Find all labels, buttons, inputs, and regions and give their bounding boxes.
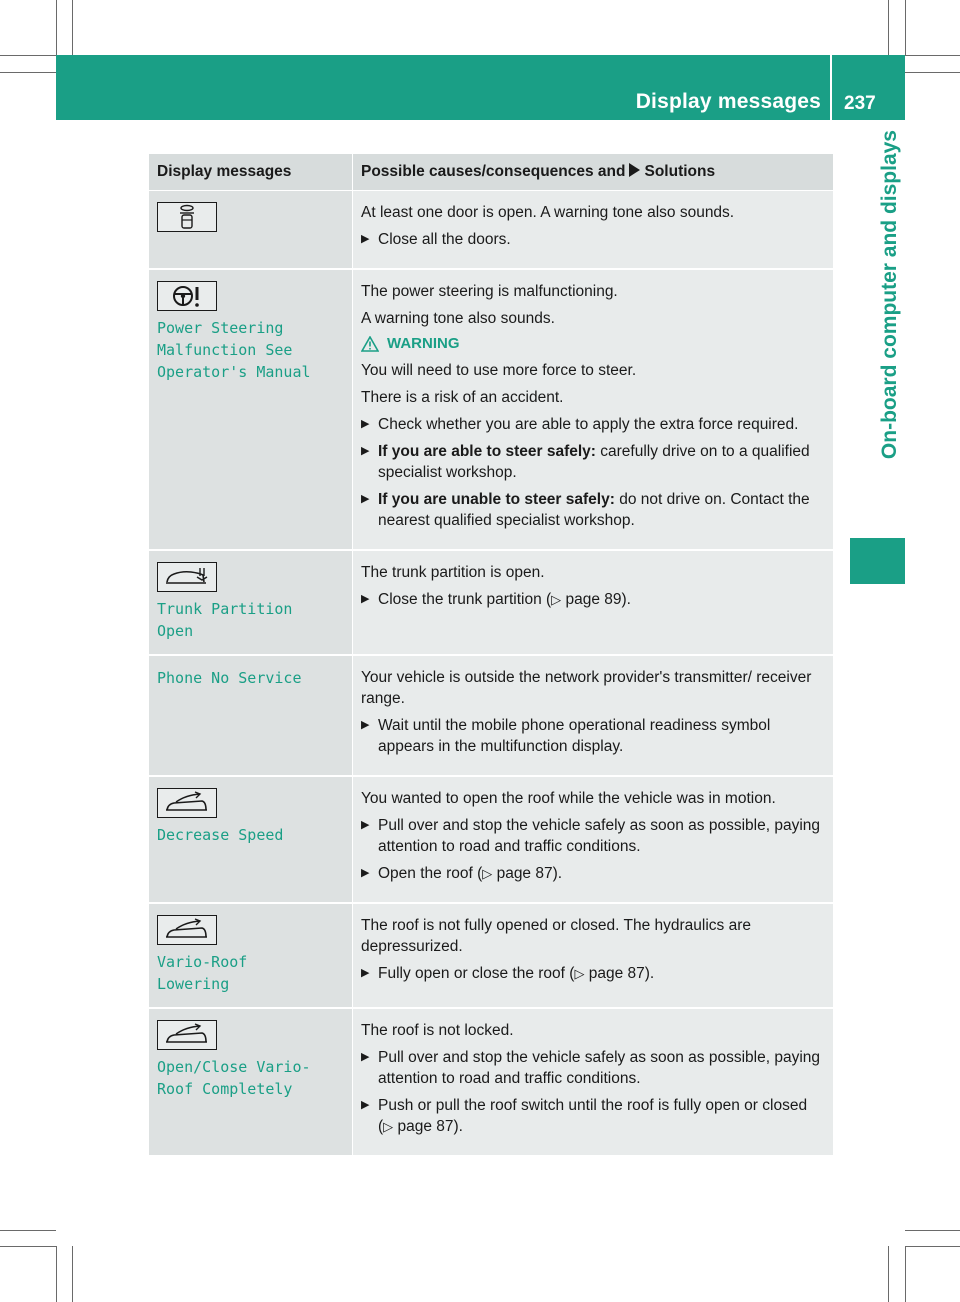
solution-cell [353, 550, 834, 655]
crop-mark [56, 0, 57, 55]
step-item: ▶ If you are unable to steer safely: do not drive on. Contact the nearest qualified specialist workshop. [361, 491, 810, 529]
table-row [149, 191, 833, 270]
display-message-text: Power Steering Malfunction See Operator's Manual [157, 319, 311, 381]
col-header-causes-solutions: Possible causes/consequences and Solutions [353, 154, 834, 191]
solution-cell [353, 191, 834, 270]
step-item: ▶ Pull over and stop the vehicle safely as soon as possible, paying attention to road and traffic conditions. [361, 817, 821, 855]
display-message-cell [149, 655, 353, 776]
cause-text: Your vehicle is outside the network provider's transmitter/ receiver range. [361, 669, 812, 707]
cause-text: The power steering is malfunctioning. [361, 283, 618, 300]
side-tab-marker [850, 538, 905, 584]
cause-text: At least one door is open. A warning tone also sounds. [361, 204, 735, 221]
table-row [149, 1008, 833, 1156]
cause-text: A warning tone also sounds. [361, 310, 555, 327]
side-tab [850, 130, 901, 530]
crop-mark [905, 1246, 960, 1247]
crop-mark [905, 0, 906, 55]
warning-triangle-icon [361, 336, 379, 352]
display-message-cell [149, 269, 353, 550]
convertible-roof-icon [157, 915, 217, 945]
page-ref-icon: ▷ [551, 592, 562, 607]
display-message-cell [149, 550, 353, 655]
display-message-text: Trunk Partition Open [157, 600, 293, 640]
warning-text: You will need to use more force to steer. [361, 362, 637, 379]
step-arrow-icon: ▶ [361, 445, 370, 457]
convertible-roof-icon [157, 788, 217, 818]
step-item: ▶ Wait until the mobile phone operational readiness symbol appears in the multifunction display. [361, 717, 771, 755]
display-message-cell [149, 903, 353, 1008]
table-row [149, 269, 833, 550]
display-message-text: Decrease Speed [157, 826, 284, 844]
steering-wheel-warning-icon [157, 281, 217, 311]
step-arrow-icon: ▶ [361, 593, 370, 605]
step-arrow-icon: ▶ [361, 967, 370, 979]
col-header-display-messages: Display messages [149, 154, 353, 191]
table-row [149, 550, 833, 655]
crop-mark [56, 1246, 57, 1302]
cause-text: The trunk partition is open. [361, 564, 545, 581]
step-item: ▶ Open the roof (▷ page 87). [361, 865, 563, 882]
crop-mark [905, 1246, 906, 1302]
display-messages-table [149, 154, 833, 1157]
step-item: ▶ Close the trunk partition (▷ page 89). [361, 591, 631, 608]
step-arrow-icon: ▶ [361, 418, 370, 430]
header-divider [830, 55, 832, 120]
step-arrow-icon: ▶ [361, 1099, 370, 1111]
cause-text: The roof is not locked. [361, 1022, 514, 1039]
crop-mark [72, 1246, 73, 1302]
display-message-text: Phone No Service [157, 669, 302, 687]
trunk-partition-icon [157, 562, 217, 592]
page-ref-icon: ▷ [574, 966, 585, 981]
step-item: ▶ Close all the doors. [361, 231, 511, 248]
door-open-icon [157, 202, 217, 232]
solution-cell [353, 1008, 834, 1156]
crop-mark [905, 1230, 960, 1231]
step-arrow-icon: ▶ [361, 1051, 370, 1063]
warning-text: There is a risk of an accident. [361, 389, 564, 406]
table-row [149, 903, 833, 1008]
step-item: ▶ Push or pull the roof switch until the roof is fully open or closed (▷ page 87). [361, 1097, 808, 1135]
solution-cell [353, 776, 834, 903]
warning-heading [361, 335, 825, 352]
crop-mark [888, 1246, 889, 1302]
step-item: ▶ Check whether you are able to apply the extra force required. [361, 416, 799, 433]
step-arrow-icon: ▶ [361, 819, 370, 831]
solution-cell [353, 903, 834, 1008]
page-number: 237 [844, 93, 876, 114]
convertible-roof-icon [157, 1020, 217, 1050]
crop-mark [0, 1230, 56, 1231]
page-ref-icon: ▷ [383, 1119, 394, 1134]
crop-mark [905, 55, 960, 56]
side-tab-label: On-board computer and displays [878, 130, 901, 460]
step-arrow-icon: ▶ [361, 867, 370, 879]
crop-mark [905, 72, 960, 73]
page-title: Display messages [635, 90, 821, 113]
step-item: ▶ If you are able to steer safely: carefully drive on to a qualified specialist workshop. [361, 443, 810, 481]
step-item: ▶ Pull over and stop the vehicle safely as soon as possible, paying attention to road and traffic conditions. [361, 1049, 821, 1087]
cause-text: You wanted to open the roof while the vehicle was in motion. [361, 790, 776, 807]
display-message-text: Vario-Roof Lowering [157, 953, 248, 993]
step-arrow-icon: ▶ [361, 719, 370, 731]
solution-cell [353, 655, 834, 776]
crop-mark [72, 0, 73, 55]
step-arrow-icon: ▶ [361, 233, 370, 245]
display-message-cell [149, 191, 353, 270]
solution-cell [353, 269, 834, 550]
cause-text: The roof is not fully opened or closed. The hydraulics are depressurized. [361, 917, 752, 955]
crop-mark [0, 55, 56, 56]
crop-mark [888, 0, 889, 55]
crop-mark [0, 1246, 56, 1247]
table-row [149, 655, 833, 776]
display-message-cell [149, 1008, 353, 1156]
step-item: ▶ Fully open or close the roof (▷ page 87). [361, 965, 655, 982]
page-ref-icon: ▷ [482, 866, 493, 881]
crop-mark [0, 72, 56, 73]
display-message-cell [149, 776, 353, 903]
table-header-row [149, 154, 833, 191]
display-message-text: Open/Close Vario- Roof Completely [157, 1058, 311, 1098]
warning-label: WARNING [387, 335, 460, 352]
step-arrow-icon: ▶ [361, 493, 370, 505]
solutions-arrow-icon [629, 163, 640, 177]
table-row [149, 776, 833, 903]
